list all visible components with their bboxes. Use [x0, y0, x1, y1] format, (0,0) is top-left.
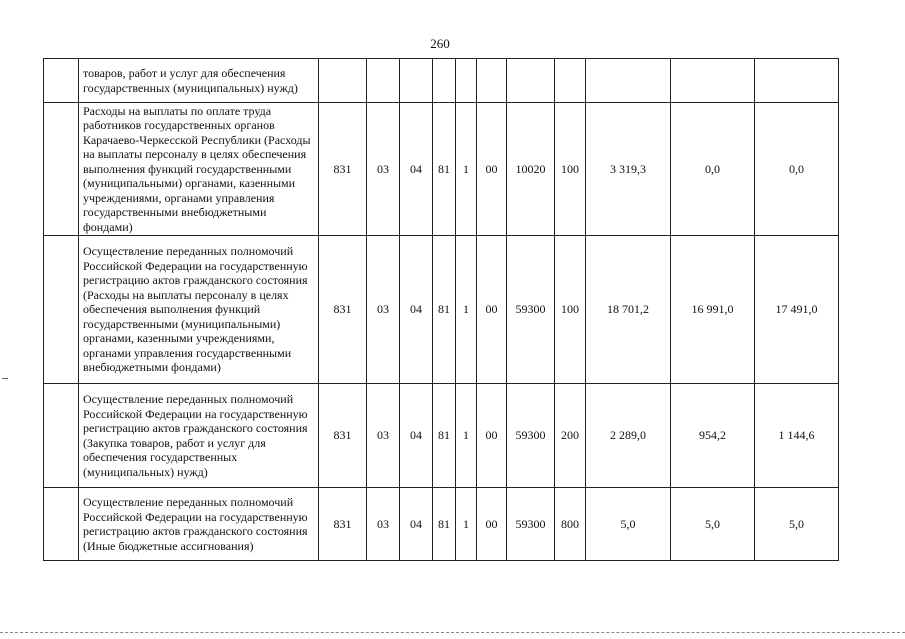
description-cell: товаров, работ и услуг для обеспечения государственных (муниципальных) нужд)	[79, 59, 319, 103]
amount-year3-cell: 17 491,0	[755, 236, 839, 384]
main-event-code-cell: 00	[477, 384, 507, 488]
description-cell: Осуществление переданных полномочий Российской Федерации на государственную регистрацию актов гражданского состояния (Расходы на выплаты персоналу в целях обеспечения выполнения функций государственными (муниципальными) органами, казенными учреждениями, органами управления государственными внебюджетными фондами)	[79, 236, 319, 384]
amount-year3-cell: 5,0	[755, 488, 839, 561]
expense-type-cell: 800	[555, 488, 586, 561]
amount-year3-cell: 0,0	[755, 103, 839, 236]
program-code-cell: 81	[433, 236, 456, 384]
ministry-code-cell: 831	[319, 236, 367, 384]
ministry-code-cell: 831	[319, 488, 367, 561]
budget-table	[43, 58, 839, 561]
main-event-code-cell: 00	[477, 236, 507, 384]
amount-year2-cell	[671, 59, 755, 103]
subprogram-code-cell: 1	[456, 236, 477, 384]
description-cell: Осуществление переданных полномочий Российской Федерации на государственную регистрацию актов гражданского состояния (Закупка товаров, работ и услуг для обеспечения государственных (муниципальных) нужд)	[79, 384, 319, 488]
table-row	[44, 384, 839, 488]
program-code-cell: 81	[433, 103, 456, 236]
program-code-cell: 81	[433, 384, 456, 488]
direction-code-cell: 59300	[507, 488, 555, 561]
section-code-cell: 03	[367, 384, 400, 488]
section-code-cell: 03	[367, 236, 400, 384]
program-code-cell	[433, 59, 456, 103]
direction-code-cell	[507, 59, 555, 103]
ministry-code-cell	[319, 59, 367, 103]
amount-year1-cell: 3 319,3	[586, 103, 671, 236]
amount-year2-cell: 5,0	[671, 488, 755, 561]
row-number-cell	[44, 236, 79, 384]
expense-type-cell	[555, 59, 586, 103]
amount-year1-cell: 2 289,0	[586, 384, 671, 488]
subprogram-code-cell	[456, 59, 477, 103]
expense-type-cell: 100	[555, 236, 586, 384]
description-cell: Осуществление переданных полномочий Российской Федерации на государственную регистрацию актов гражданского состояния (Иные бюджетные ассигнования)	[79, 488, 319, 561]
amount-year3-cell	[755, 59, 839, 103]
subsection-code-cell: 04	[400, 103, 433, 236]
row-number-cell	[44, 103, 79, 236]
section-code-cell: 03	[367, 488, 400, 561]
bottom-rule	[0, 632, 905, 633]
subsection-code-cell: 04	[400, 384, 433, 488]
table-row	[44, 103, 839, 236]
amount-year2-cell: 954,2	[671, 384, 755, 488]
ministry-code-cell: 831	[319, 384, 367, 488]
description-cell: Расходы на выплаты по оплате труда работников государственных органов Карачаево-Черкесской Республики (Расходы на выплаты персоналу в целях обеспечения выполнения функций государственными (муниципальными) органами, казенными учреждениями, органами управления государственными внебюджетными фондами)	[79, 103, 319, 236]
margin-mark	[2, 378, 8, 379]
subsection-code-cell: 04	[400, 236, 433, 384]
amount-year2-cell: 0,0	[671, 103, 755, 236]
direction-code-cell: 10020	[507, 103, 555, 236]
page-number: 260	[430, 36, 450, 51]
main-event-code-cell: 00	[477, 103, 507, 236]
subprogram-code-cell: 1	[456, 103, 477, 236]
row-number-cell	[44, 488, 79, 561]
main-event-code-cell: 00	[477, 488, 507, 561]
row-number-cell	[44, 384, 79, 488]
amount-year1-cell: 18 701,2	[586, 236, 671, 384]
section-code-cell	[367, 59, 400, 103]
section-code-cell: 03	[367, 103, 400, 236]
amount-year1-cell	[586, 59, 671, 103]
subprogram-code-cell: 1	[456, 384, 477, 488]
expense-type-cell: 200	[555, 384, 586, 488]
subsection-code-cell: 04	[400, 488, 433, 561]
ministry-code-cell: 831	[319, 103, 367, 236]
amount-year1-cell: 5,0	[586, 488, 671, 561]
direction-code-cell: 59300	[507, 236, 555, 384]
row-number-cell	[44, 59, 79, 103]
table-row	[44, 236, 839, 384]
main-event-code-cell	[477, 59, 507, 103]
expense-type-cell: 100	[555, 103, 586, 236]
program-code-cell: 81	[433, 488, 456, 561]
table-row	[44, 59, 839, 103]
amount-year3-cell: 1 144,6	[755, 384, 839, 488]
table-body	[44, 59, 839, 561]
direction-code-cell: 59300	[507, 384, 555, 488]
table-row	[44, 488, 839, 561]
amount-year2-cell: 16 991,0	[671, 236, 755, 384]
subsection-code-cell	[400, 59, 433, 103]
subprogram-code-cell: 1	[456, 488, 477, 561]
